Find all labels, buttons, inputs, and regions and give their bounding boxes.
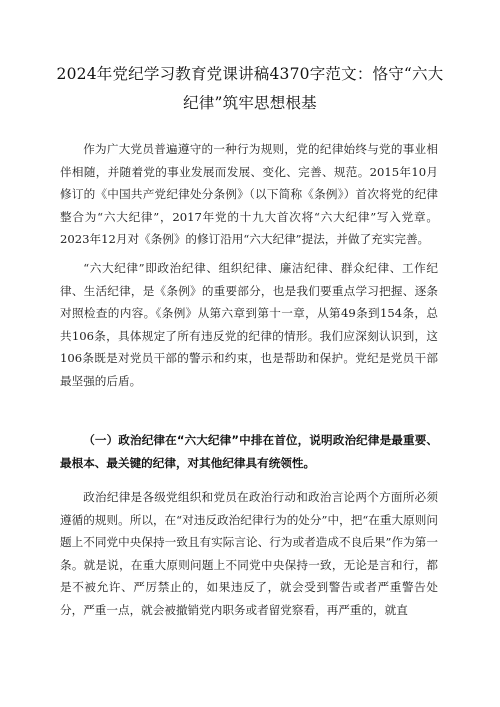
document-title: 2024年党纪学习教育党课讲稿4370字范文：恪守“六大纪律”筑牢思想根基 [56,65,444,112]
body-paragraph: 作为广大党员普遍遵守的一种行为规则，党的纪律始终与党的事业相伴相随，并随着党的事业发展而发展、变化、完善、规范。2015年10月修订的《中国共产党纪律处分条例》（以下简称《条例》）首次将党的纪律整合为“六大纪律”，2017年党的十九大首次将“六大纪律”写入党章。2023年12月对《条例》的修订沿用“六大纪律”提法，并做了充实完善。 [60,142,438,247]
section-paragraph: 政治纪律是各级党组织和党员在政治行动和政治言论两个方面所必须遵循的规则。所以，在“对违反政治纪律行为的处分”中，把“在重大原则问题上不同党中央保持一致且有实际言论、行为或者造成不良后果”作为第一条。就是说，在重大原则问题上不同党中央保持一致，无论是言和行，都是不被允许、严厉禁止的，如果违反了，就会受到警告或者严重警告处分，严重一点，就会被撤销党内职务或者留党察看，再严重的，就直 [60,490,438,617]
body-paragraph: “六大纪律”即政治纪律、组织纪律、廉洁纪律、群众纪律、工作纪律、生活纪律，是《条例》的重要部分，也是我们要重点学习把握、逐条对照检查的内容。《条例》从第六章到第十一章，从第49条到154条，总共106条，具体规定了所有违反党的纪律的情形。我们应深刻认识到，这106条既是对党员干部的警示和约束，也是帮助和保护。党纪是党员干部最坚强的后盾。 [60,260,438,388]
intro-section [60,138,438,393]
section-heading: （一）政治纪律在“六大纪律”中排在首位，说明政治纪律是最重要、最根本、最关键的纪律，对其他纪律具有统领性。 [60,433,438,470]
